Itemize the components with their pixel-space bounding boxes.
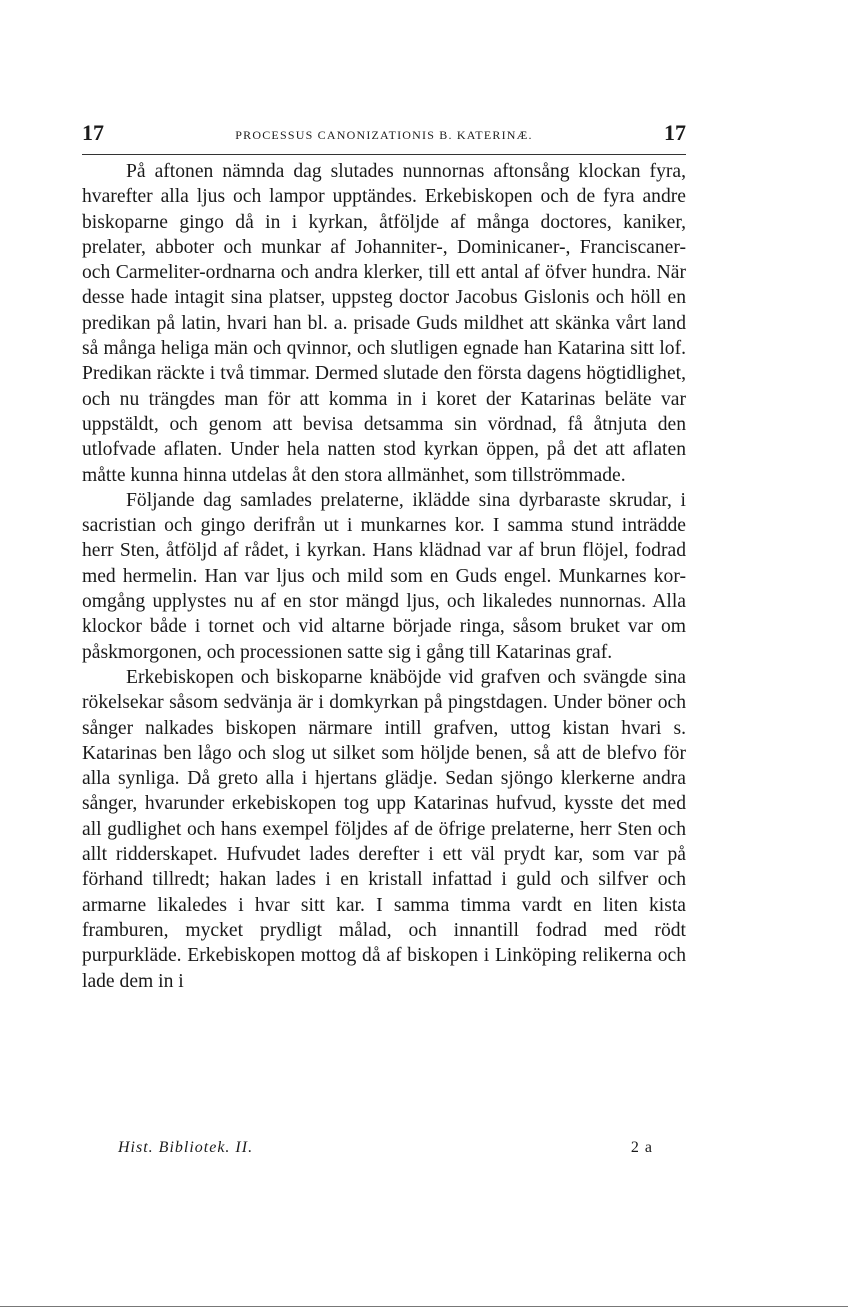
paragraph-3: Erkebiskopen och biskoparne knäböjde vid grafven och svängde sina rökelsekar såsom sedvänja är i domkyrkan på pingstdagen. Under böner och sånger nalkades biskopen närmare intill grafven, uttog kistan hvari s. Katarinas ben lågo och slog ut silket som höljde benen, så att de blefvo för alla synliga. Då greto alla i hjertans glädje. Sedan sjöngo klerkerne andra sånger, hvarunder erkebiskopen tog upp Katarinas hufvud, kysste det med all gudlighet och hans exempel följdes af de öfrige prelaterne, herr Sten och allt ridderskapet. Hufvudet lades derefter i ett väl prydt kar, som var på förhand tillredt; hakan lades i en kristall infattad i guld och silfver och armarne likaledes i hvar sitt kar. I samma timma vardt en liten kista framburen, mycket prydligt målad, och innantill fodrad med rödt purpurkläde. Erkebiskopen mottog då af biskopen i Linköping relikerna och lade dem in i	[82, 666, 686, 992]
header-rule	[82, 154, 686, 155]
running-title: PROCESSUS CANONIZATIONIS B. KATERINÆ.	[235, 128, 533, 142]
footer-signature-title: Hist. Bibliotek. II.	[118, 1139, 254, 1156]
footer-signature-mark: 2 a	[630, 1139, 653, 1156]
running-header	[82, 120, 686, 152]
page-number-right: 17	[664, 120, 686, 145]
paragraph-2: Följande dag samlades prelaterne, iklädde sina dyrbaraste skrudar, i sacristian och gingo derifrån ut i munkarnes kor. I samma stund inträdde herr Sten, åtföljd af rådet, i kyrkan. Hans klädnad var af brun flöjel, fodrad med hermelin. Han var ljus och mild som en Guds engel. Munkarnes kor-omgång upplystes nu af en stor mängd ljus, och likaledes nunnornas. Alla klockor både i tornet och vid altarne började ringa, såsom bruket var om påskmorgonen, och processionen satte sig i gång till Katarinas graf.	[82, 489, 686, 663]
page-number-left: 17	[82, 120, 104, 145]
scan-edge-line	[0, 1306, 848, 1307]
body-text	[82, 159, 686, 994]
paragraph-1: På aftonen nämnda dag slutades nunnornas aftonsång klockan fyra, hvarefter alla ljus och lampor upptändes. Erkebiskopen och de fyra andre biskoparne gingo då in i kyrkan, åtföljde af många doctores, kaniker, prelater, abboter och munkar af Johanniter-, Dominicaner-, Franciscaner- och Carmeliter-ordnarna och andra klerker, till ett antal af öfver hundra. När desse hade intagit sina platser, uppsteg doctor Jacobus Gislonis och höll en predikan på latin, hvari han bl. a. prisade Guds mildhet att skänka vårt land så många heliga män och qvinnor, och slutligen egnade han Katarina sitt lof. Predikan räckte i två timmar. Dermed slutade den första dagens högtidlighet, och nu trängdes man för att komma in i koret der Katarinas beläte var uppstäldt, och genom att bevisa detsamma sin vördnad, få åtnjuta den utlofvade aflaten. Under hela natten stod kyrkan öppen, på det att aflaten måtte kunna hinna utdelas åt den stora allmänhet, som tillströmmade.	[82, 161, 686, 486]
